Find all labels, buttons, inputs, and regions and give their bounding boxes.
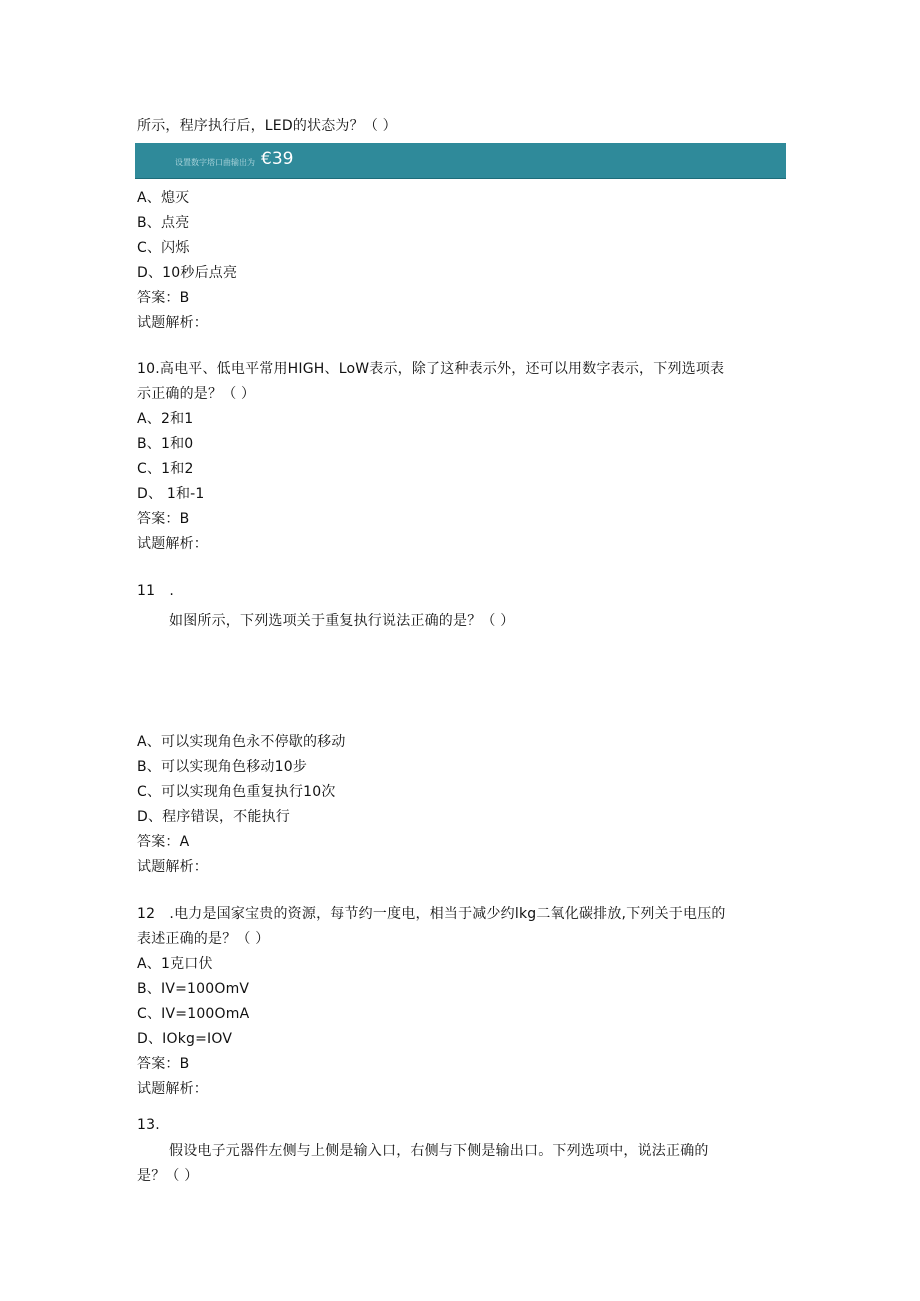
q10-option-c: C、1和2 xyxy=(137,461,194,477)
q13-text-line1: 假设电子元器件左侧与上侧是输入口，右侧与下侧是输出口。下列选项中，说法正确的 xyxy=(169,1143,709,1159)
q10-analysis: 试题解析： xyxy=(137,536,208,552)
q13-text-line2: 是？（ ） xyxy=(137,1168,199,1184)
q12-analysis: 试题解析： xyxy=(137,1081,208,1097)
q10-text-line2: 示正确的是？（ ） xyxy=(137,386,256,402)
q12-option-c: C、IV=100OmA xyxy=(137,1006,250,1022)
q11-option-b: B、可以实现角色移动10步 xyxy=(137,759,308,775)
q10-option-a: A、2和1 xyxy=(137,411,194,427)
code-block-label: 设置数字塔口曲输出为 xyxy=(175,158,255,167)
q10-option-b: B、1和0 xyxy=(137,436,194,452)
q9-option-b: B、点亮 xyxy=(137,215,190,231)
q9-analysis: 试题解析： xyxy=(137,315,208,331)
q9-option-a: A、熄灭 xyxy=(137,190,190,206)
q12-option-d: D、IOkg=IOV xyxy=(137,1031,233,1047)
code-block-image xyxy=(135,143,786,179)
q11-answer: 答案：A xyxy=(137,834,190,850)
q9-option-c: C、闪烁 xyxy=(137,240,190,256)
q10-option-d: D、 1和-1 xyxy=(137,486,205,502)
q9-answer: 答案：B xyxy=(137,290,190,306)
q10-answer: 答案：B xyxy=(137,511,190,527)
q11-option-a: A、可以实现角色永不停歇的移动 xyxy=(137,734,346,750)
q11-option-c: C、可以实现角色重复执行10次 xyxy=(137,784,336,800)
q12-text-line1: 12 .电力是国家宝贵的资源，每节约一度电，相当于减少约lkg二氧化碳排放,下列关于电压的 xyxy=(137,906,726,922)
q13-number: 13. xyxy=(137,1117,160,1133)
q10-text-line1: 10.高电平、低电平常用HIGH、LoW表示，除了这种表示外，还可以用数字表示，下列选项表 xyxy=(137,361,725,377)
q11-text: 如图所示，下列选项关于重复执行说法正确的是？（ ） xyxy=(169,613,515,629)
q11-number: 11 . xyxy=(137,583,175,599)
code-block-value: €39 xyxy=(261,149,294,169)
q12-text-line2: 表述正确的是？（ ） xyxy=(137,931,270,947)
q12-option-b: B、IV=100OmV xyxy=(137,981,250,997)
q12-option-a: A、1克口伏 xyxy=(137,956,213,972)
q12-answer: 答案：B xyxy=(137,1056,190,1072)
q9-option-d: D、10秒后点亮 xyxy=(137,265,238,281)
q11-analysis: 试题解析： xyxy=(137,859,208,875)
question-intro: 所示，程序执行后，LED的状态为？（ ） xyxy=(137,118,397,134)
q11-option-d: D、程序错误，不能执行 xyxy=(137,809,290,825)
